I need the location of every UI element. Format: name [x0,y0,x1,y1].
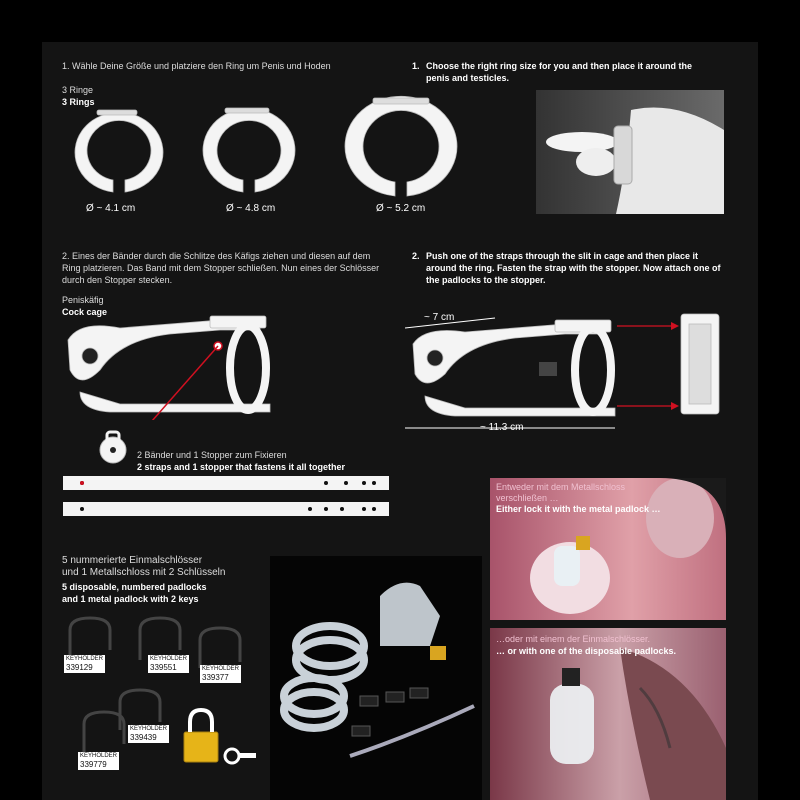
lock-tag-1: KEYHOLDER 339129 [66,656,104,672]
ring-small [75,112,163,192]
lock-tag-4: KEYHOLDER 339439 [130,726,168,742]
rings-label-en: 3 Rings [62,97,95,107]
locks-label-de-2: und 1 Metallschloss mit 2 Schlüsseln [62,567,226,578]
straps-label-en: 2 straps and 1 stopper that fastens it all together [137,462,346,472]
step1-number-en: 1. [412,61,420,71]
metal-padlock-icon [184,710,218,762]
cage-dimensions-illustration [405,300,725,430]
size-large: Ø ~ 5.2 cm [376,203,426,214]
straps-illustration [62,474,392,520]
ring-large [345,96,457,196]
ring-side-view [681,314,719,414]
lock-tag-2: KEYHOLDER 339551 [150,656,188,672]
step2-text-de: 2. Eines der Bänder durch die Schlitze des Käfigs ziehen und diesen auf dem Ring platzieren. Das Band mit dem Stopper schließen. Nun eines der Schlösser durch den Stopper stecken. [62,251,380,285]
straps-label-de: 2 Bänder und 1 Stopper zum Fixieren [137,450,287,460]
stopper-icon [96,430,130,466]
lock-tag-5: KEYHOLDER 339779 [80,753,118,769]
step1-text-de: 1. Wähle Deine Größe und platziere den Ring um Penis und Hoden [62,61,331,71]
strap-1 [63,476,389,490]
disposable-lock-photo [490,628,726,800]
locks-label-en-2: and 1 metal padlock with 2 keys [62,594,199,604]
step1-text-en: Choose the right ring size for you and then place it around the penis and testicles. [426,61,693,83]
metal-lock-caption-de: Entweder mit dem Metallschloss verschließen … [496,482,626,503]
locks-label-de-1: 5 nummerierte Einmalschlösser [62,555,203,566]
size-small: Ø ~ 4.1 cm [86,203,136,214]
key-icon [225,749,256,763]
product-contents-photo [270,556,482,800]
step2-text-en: Push one of the straps through the slit in cage and then place it around the ring. Fasten the strap with the stopper. Now attach one of the padlocks to the stopper. [426,251,721,285]
disposable-lock-caption-de: …oder mit einem der Einmalschlösser. [496,634,651,644]
rings-illustration [55,80,485,220]
ring-large-notch [373,98,429,104]
locks-label-en-1: 5 disposable, numbered padlocks [62,582,207,592]
metal-lock-photo [490,478,726,620]
step2-number-en: 2. [412,251,420,261]
width-label: ~ 7 cm [424,312,455,323]
size-medium: Ø ~ 4.8 cm [226,203,276,214]
padlock-on-cage [539,362,557,376]
metal-lock-caption-en: Either lock it with the metal padlock … [496,504,661,514]
cage-label-de: Peniskäfig [62,295,104,305]
cage-label-en: Cock cage [62,307,108,317]
cock-cage-illustration [60,300,280,420]
length-label: ~ 11.3 cm [480,422,524,433]
rings-label-de: 3 Ringe [62,85,94,95]
width-dimension-line [405,318,495,328]
lock-tag-3: KEYHOLDER 339377 [202,666,240,682]
disposable-lock-caption-en: … or with one of the disposable padlocks. [496,646,677,656]
ring-placement-photo [536,90,724,214]
ring-medium [203,108,295,192]
ring-small-notch [97,110,137,115]
ring-medium-notch [225,108,269,113]
